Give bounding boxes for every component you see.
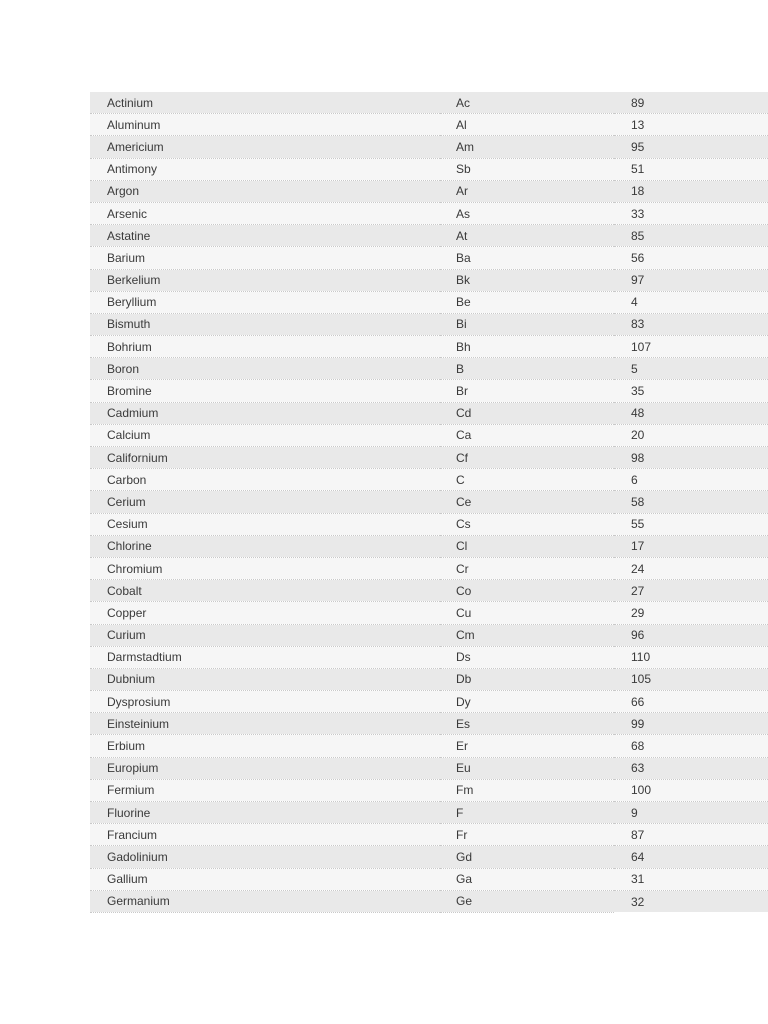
- element-symbol-cell: Ar: [440, 180, 614, 202]
- element-symbol-cell: Ga: [440, 868, 614, 890]
- element-name-cell: Beryllium: [90, 291, 440, 313]
- elements-table: [90, 92, 768, 913]
- atomic-number-cell: 6: [614, 469, 768, 491]
- element-name-cell: Cobalt: [90, 580, 440, 602]
- atomic-number-cell: 55: [614, 513, 768, 535]
- element-name-cell: Americium: [90, 136, 440, 158]
- atomic-number-cell: 5: [614, 358, 768, 380]
- table-row: [90, 469, 768, 491]
- element-symbol-cell: Ca: [440, 424, 614, 446]
- element-symbol-cell: Cu: [440, 602, 614, 624]
- element-name-cell: Germanium: [90, 890, 440, 912]
- atomic-number-cell: 17: [614, 535, 768, 557]
- table-row: [90, 580, 768, 602]
- element-symbol-cell: Es: [440, 713, 614, 735]
- table-row: [90, 691, 768, 713]
- atomic-number-cell: 105: [614, 668, 768, 690]
- element-symbol-cell: Al: [440, 114, 614, 136]
- element-name-cell: Argon: [90, 180, 440, 202]
- element-name-cell: Carbon: [90, 469, 440, 491]
- atomic-number-cell: 27: [614, 580, 768, 602]
- element-symbol-cell: As: [440, 202, 614, 224]
- element-name-cell: Gallium: [90, 868, 440, 890]
- element-symbol-cell: Db: [440, 668, 614, 690]
- atomic-number-cell: 110: [614, 646, 768, 668]
- element-name-cell: Chromium: [90, 557, 440, 579]
- table-row: [90, 380, 768, 402]
- element-symbol-cell: Bi: [440, 313, 614, 335]
- element-name-cell: Antimony: [90, 158, 440, 180]
- table-row: [90, 447, 768, 469]
- atomic-number-cell: 33: [614, 202, 768, 224]
- table-row: [90, 225, 768, 247]
- element-symbol-cell: Cm: [440, 624, 614, 646]
- element-symbol-cell: B: [440, 358, 614, 380]
- table-row: [90, 735, 768, 757]
- atomic-number-cell: 18: [614, 180, 768, 202]
- atomic-number-cell: 56: [614, 247, 768, 269]
- table-row: [90, 602, 768, 624]
- element-symbol-cell: Sb: [440, 158, 614, 180]
- atomic-number-cell: 96: [614, 624, 768, 646]
- element-symbol-cell: Cl: [440, 535, 614, 557]
- element-name-cell: Barium: [90, 247, 440, 269]
- element-name-cell: Cerium: [90, 491, 440, 513]
- atomic-number-cell: 20: [614, 424, 768, 446]
- element-symbol-cell: Ac: [440, 92, 614, 114]
- element-name-cell: Darmstadtium: [90, 646, 440, 668]
- element-name-cell: Europium: [90, 757, 440, 779]
- table-row: [90, 358, 768, 380]
- element-name-cell: Californium: [90, 447, 440, 469]
- table-row: [90, 336, 768, 358]
- element-symbol-cell: Gd: [440, 846, 614, 868]
- table-row: [90, 824, 768, 846]
- element-name-cell: Fermium: [90, 779, 440, 801]
- atomic-number-cell: 107: [614, 336, 768, 358]
- element-name-cell: Aluminum: [90, 114, 440, 136]
- atomic-number-cell: 9: [614, 802, 768, 824]
- element-symbol-cell: Cs: [440, 513, 614, 535]
- element-name-cell: Calcium: [90, 424, 440, 446]
- element-name-cell: Gadolinium: [90, 846, 440, 868]
- element-symbol-cell: Am: [440, 136, 614, 158]
- table-row: [90, 513, 768, 535]
- atomic-number-cell: 24: [614, 557, 768, 579]
- atomic-number-cell: 31: [614, 868, 768, 890]
- atomic-number-cell: 32: [614, 890, 768, 912]
- table-row: [90, 868, 768, 890]
- element-symbol-cell: Cf: [440, 447, 614, 469]
- atomic-number-cell: 98: [614, 447, 768, 469]
- table-row: [90, 291, 768, 313]
- table-row: [90, 269, 768, 291]
- element-name-cell: Bismuth: [90, 313, 440, 335]
- table-row: [90, 180, 768, 202]
- atomic-number-cell: 4: [614, 291, 768, 313]
- table-row: [90, 535, 768, 557]
- atomic-number-cell: 99: [614, 713, 768, 735]
- atomic-number-cell: 51: [614, 158, 768, 180]
- element-name-cell: Actinium: [90, 92, 440, 114]
- element-symbol-cell: Er: [440, 735, 614, 757]
- element-name-cell: Francium: [90, 824, 440, 846]
- table-row: [90, 313, 768, 335]
- element-symbol-cell: Ce: [440, 491, 614, 513]
- atomic-number-cell: 85: [614, 225, 768, 247]
- atomic-number-cell: 35: [614, 380, 768, 402]
- table-row: [90, 424, 768, 446]
- table-row: [90, 202, 768, 224]
- element-symbol-cell: Ds: [440, 646, 614, 668]
- atomic-number-cell: 100: [614, 779, 768, 801]
- element-name-cell: Berkelium: [90, 269, 440, 291]
- element-name-cell: Curium: [90, 624, 440, 646]
- element-symbol-cell: Eu: [440, 757, 614, 779]
- element-name-cell: Cesium: [90, 513, 440, 535]
- element-symbol-cell: Ge: [440, 890, 614, 912]
- atomic-number-cell: 29: [614, 602, 768, 624]
- table-row: [90, 646, 768, 668]
- elements-table-body: [90, 92, 768, 912]
- atomic-number-cell: 68: [614, 735, 768, 757]
- element-name-cell: Bromine: [90, 380, 440, 402]
- atomic-number-cell: 89: [614, 92, 768, 114]
- table-row: [90, 247, 768, 269]
- element-name-cell: Copper: [90, 602, 440, 624]
- table-row: [90, 846, 768, 868]
- element-symbol-cell: Ba: [440, 247, 614, 269]
- element-name-cell: Cadmium: [90, 402, 440, 424]
- element-symbol-cell: F: [440, 802, 614, 824]
- element-symbol-cell: Fr: [440, 824, 614, 846]
- element-symbol-cell: Bk: [440, 269, 614, 291]
- table-row: [90, 114, 768, 136]
- element-name-cell: Erbium: [90, 735, 440, 757]
- table-row: [90, 890, 768, 912]
- atomic-number-cell: 64: [614, 846, 768, 868]
- element-symbol-cell: Be: [440, 291, 614, 313]
- table-row: [90, 779, 768, 801]
- element-symbol-cell: Bh: [440, 336, 614, 358]
- table-row: [90, 802, 768, 824]
- element-name-cell: Bohrium: [90, 336, 440, 358]
- atomic-number-cell: 87: [614, 824, 768, 846]
- table-row: [90, 402, 768, 424]
- table-row: [90, 136, 768, 158]
- element-name-cell: Boron: [90, 358, 440, 380]
- table-row: [90, 624, 768, 646]
- atomic-number-cell: 58: [614, 491, 768, 513]
- element-name-cell: Astatine: [90, 225, 440, 247]
- element-name-cell: Dysprosium: [90, 691, 440, 713]
- element-symbol-cell: Fm: [440, 779, 614, 801]
- atomic-number-cell: 95: [614, 136, 768, 158]
- element-name-cell: Chlorine: [90, 535, 440, 557]
- atomic-number-cell: 13: [614, 114, 768, 136]
- element-symbol-cell: Cr: [440, 557, 614, 579]
- atomic-number-cell: 97: [614, 269, 768, 291]
- table-row: [90, 491, 768, 513]
- table-row: [90, 757, 768, 779]
- element-symbol-cell: Dy: [440, 691, 614, 713]
- element-symbol-cell: Co: [440, 580, 614, 602]
- element-symbol-cell: At: [440, 225, 614, 247]
- element-name-cell: Arsenic: [90, 202, 440, 224]
- element-symbol-cell: Cd: [440, 402, 614, 424]
- table-row: [90, 158, 768, 180]
- table-row: [90, 668, 768, 690]
- table-row: [90, 557, 768, 579]
- element-name-cell: Dubnium: [90, 668, 440, 690]
- atomic-number-cell: 63: [614, 757, 768, 779]
- element-name-cell: Einsteinium: [90, 713, 440, 735]
- element-name-cell: Fluorine: [90, 802, 440, 824]
- element-symbol-cell: Br: [440, 380, 614, 402]
- atomic-number-cell: 66: [614, 691, 768, 713]
- table-row: [90, 92, 768, 114]
- atomic-number-cell: 48: [614, 402, 768, 424]
- element-symbol-cell: C: [440, 469, 614, 491]
- table-row: [90, 713, 768, 735]
- atomic-number-cell: 83: [614, 313, 768, 335]
